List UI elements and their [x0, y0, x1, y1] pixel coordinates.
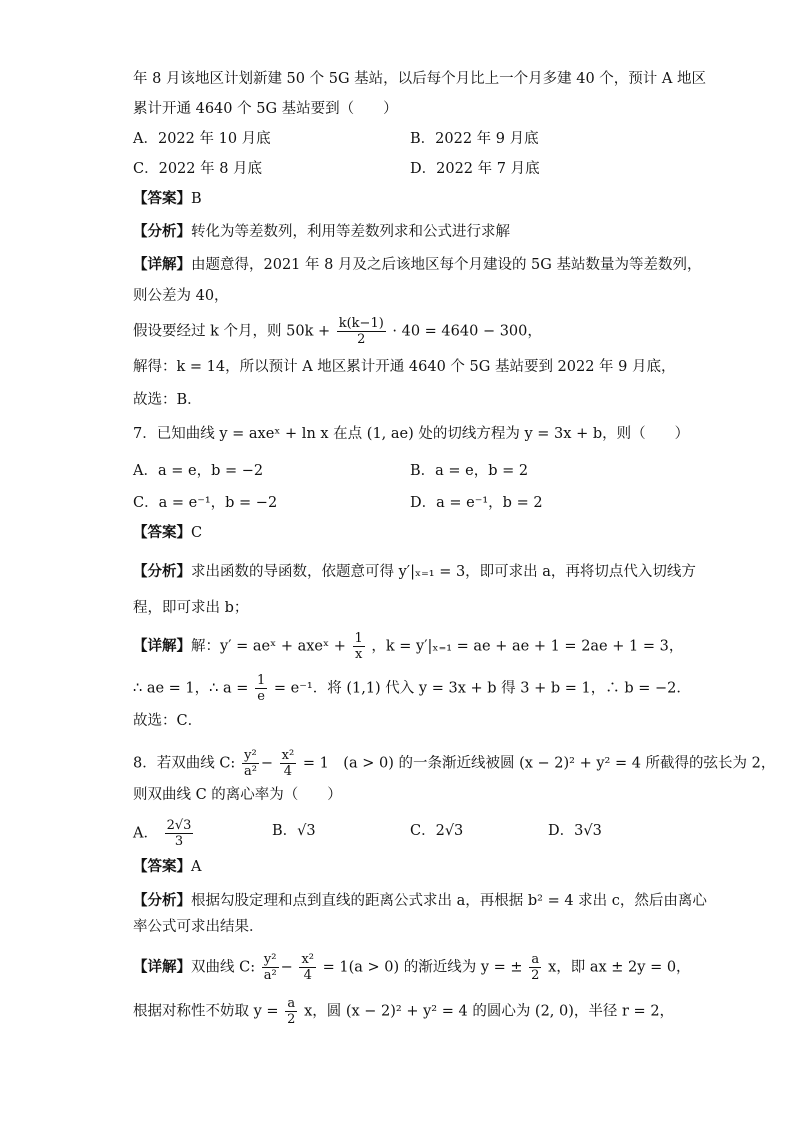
fraction-denominator: a² [243, 764, 257, 779]
fraction [353, 631, 365, 662]
q6-option-c: C．2022 年 8 月底 [133, 161, 263, 177]
q8-analysis-1 [133, 890, 707, 912]
minus-sign: − [260, 755, 274, 772]
fraction-numerator: 1 [354, 631, 363, 646]
q8-option-b: B．√3 [272, 823, 316, 839]
equation-part: ∴ ae = 1，∴ a = [133, 680, 249, 697]
q6-option-a: A．2022 年 10 月底 [133, 131, 271, 147]
fraction [255, 673, 267, 704]
q8-analysis-2: 率公式可求出结果． [133, 919, 264, 935]
q8-detail-2 [133, 996, 674, 1027]
q7-option-c: C．a = e⁻¹，b = −2 [133, 495, 278, 511]
equation-part: x，即 ax ± 2y = 0， [548, 959, 691, 976]
q6-analysis [133, 221, 510, 243]
q7-detail-1 [133, 631, 683, 662]
fraction [280, 748, 297, 779]
q6-detail-3 [133, 316, 542, 347]
analysis-tag: 【分析】 [133, 892, 191, 909]
equation-part: ，k = y′|ₓ₌₁ = ae + ae + 1 = 2ae + 1 = 3， [371, 638, 684, 655]
q6-stem-line-2: 累计开通 4640 个 5G 基站要到（ ） [133, 101, 398, 117]
equation-part: 假设要经过 k 个月，则 50k + [133, 323, 331, 340]
q6-selection: 故选：B． [133, 392, 202, 408]
q6-detail-4: 解得：k = 14，所以预计 A 地区累计开通 4640 个 5G 基站要到 2022 年 9 月底， [133, 359, 676, 375]
fraction-numerator: x² [281, 748, 295, 763]
q7-answer [133, 522, 202, 544]
equation-part: 解：y′ = aeˣ + axeˣ + [191, 638, 346, 655]
q7-selection: 故选：C． [133, 713, 203, 729]
q7-option-b: B．a = e，b = 2 [410, 463, 529, 479]
answer-tag: 【答案】 [133, 190, 191, 207]
fraction [242, 748, 259, 779]
fraction-numerator: 2√3 [166, 818, 192, 833]
analysis-tag: 【分析】 [133, 563, 191, 580]
q8-option-d: D．3√3 [548, 823, 602, 839]
q6-detail-1 [133, 254, 701, 276]
q6-option-d: D．2022 年 7 月底 [410, 161, 540, 177]
q7-analysis-1 [133, 561, 696, 583]
fraction-numerator: a [285, 996, 297, 1012]
q6-stem-line-1: 年 8 月该地区计划新建 50 个 5G 基站，以后每个月比上一个月多建 40 个，预计 A 地区 [133, 71, 706, 87]
equation-part: · 40 = 4640 − 300， [392, 323, 542, 340]
q8-answer [133, 856, 201, 878]
q8-stem-1 [133, 748, 775, 779]
equation-part: = 1(a > 0) 的渐近线为 y = ± [322, 959, 523, 976]
analysis-text: 转化为等差数列，利用等差数列求和公式进行求解 [191, 224, 510, 240]
equation-part: 双曲线 C: [191, 959, 256, 976]
analysis-text: 求出函数的导函数，依题意可得 y′|ₓ₌₁ = 3，即可求出 a，再将切点代入切线方 [191, 564, 696, 580]
fraction [285, 996, 297, 1027]
equation-part: = e⁻¹．将 (1,1) 代入 y = 3x + b 得 3 + b = 1，∴ b = −2． [273, 680, 691, 697]
analysis-text: 根据勾股定理和点到直线的距离公式求出 a，再根据 b² = 4 求出 c，然后由离心 [191, 893, 707, 909]
q6-option-b: B．2022 年 9 月底 [410, 131, 539, 147]
analysis-tag: 【分析】 [133, 223, 191, 240]
q7-detail-2 [133, 673, 691, 704]
fraction [165, 818, 194, 849]
q7-stem: 7．已知曲线 y = axeˣ + ln x 在点 (1, ae) 处的切线方程为 y = 3x + b，则（ ） [133, 426, 690, 442]
answer-value: A [191, 859, 202, 875]
fraction-numerator: y² [242, 748, 259, 764]
fraction-denominator: x [354, 647, 363, 662]
detail-tag: 【详解】 [133, 256, 191, 273]
fraction-numerator: k(k−1) [338, 316, 384, 331]
detail-text: 由题意得，2021 年 8 月及之后该地区每个月建设的 5G 基站数量为等差数列， [191, 257, 702, 273]
q7-option-d: D．a = e⁻¹，b = 2 [410, 495, 543, 511]
detail-tag: 【详解】 [133, 637, 191, 655]
q8-option-a [133, 818, 195, 849]
fraction-denominator: 2 [287, 1012, 296, 1027]
answer-tag: 【答案】 [133, 858, 191, 875]
fraction [262, 952, 279, 983]
fraction-numerator: x² [301, 952, 314, 967]
equation-part: = 1 (a > 0) 的一条渐近线被圆 (x − 2)² + y² = 4 所截得的弦长为 2， [302, 755, 776, 772]
fraction-denominator: 3 [174, 834, 184, 849]
q8-option-c: C．2√3 [410, 823, 464, 839]
q8-detail-1 [133, 952, 691, 983]
equation-part: x，圆 (x − 2)² + y² = 4 的圆心为 (2, 0)，半径 r = 2， [304, 1003, 675, 1020]
q7-option-a: A．a = e，b = −2 [133, 463, 264, 479]
minus-sign: − [280, 959, 293, 976]
fraction-numerator: a [529, 952, 541, 968]
equation-part: 根据对称性不妨取 y = [133, 1003, 279, 1020]
fraction-numerator: y² [262, 952, 279, 968]
q7-analysis-2: 程，即可求出 b； [133, 600, 249, 616]
answer-value: B [191, 191, 202, 207]
fraction [529, 952, 541, 983]
q6-answer [133, 188, 202, 210]
answer-value: C [191, 525, 203, 541]
fraction-denominator: a² [263, 968, 277, 983]
fraction [337, 316, 386, 347]
fraction-denominator: 4 [303, 968, 312, 983]
equation-part: 8．若双曲线 C: [133, 755, 236, 772]
q6-detail-2: 则公差为 40， [133, 288, 229, 304]
q8-stem-2: 则双曲线 C 的离心率为（ ） [133, 787, 342, 803]
fraction-denominator: 2 [531, 968, 540, 983]
answer-tag: 【答案】 [133, 524, 191, 541]
fraction-numerator: 1 [257, 673, 266, 688]
detail-tag: 【详解】 [133, 958, 191, 976]
fraction [299, 952, 316, 983]
fraction-denominator: 2 [357, 332, 366, 347]
fraction-denominator: e [257, 689, 265, 704]
fraction-denominator: 4 [283, 764, 293, 779]
option-letter: A． [133, 825, 158, 842]
